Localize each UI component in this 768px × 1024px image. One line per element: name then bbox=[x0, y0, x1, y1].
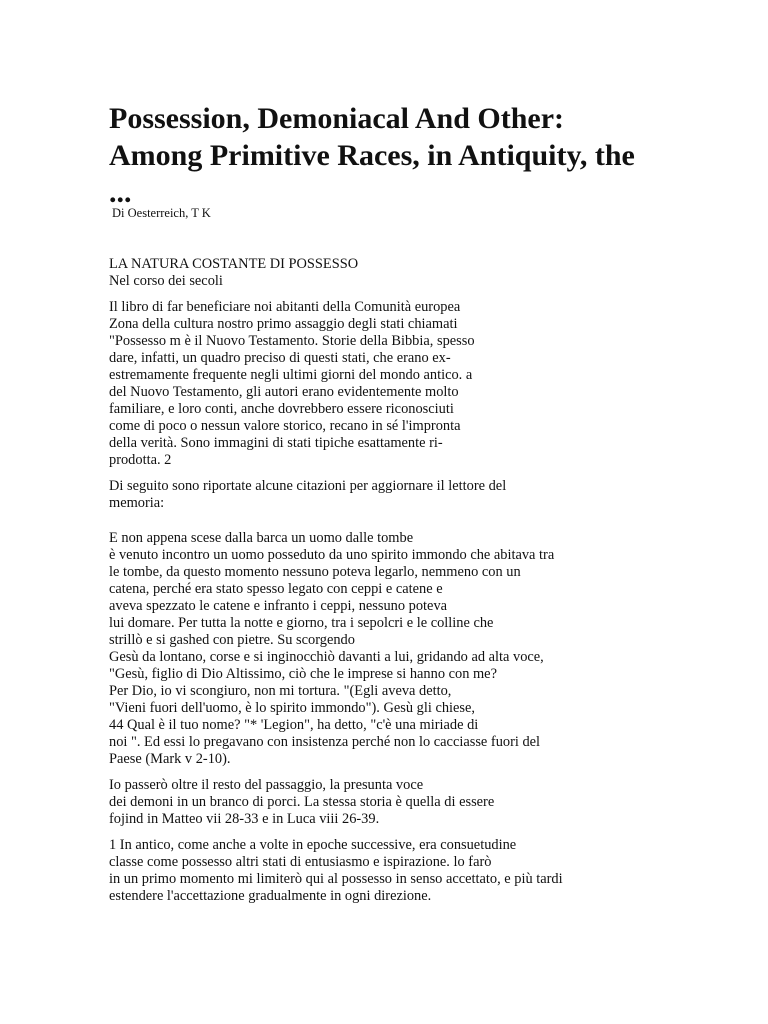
text-line: Per Dio, io vi scongiuro, non mi tortura. "(Egli aveva detto, bbox=[109, 683, 452, 699]
text-line: Il libro di far beneficiare noi abitanti della Comunità europea bbox=[109, 299, 461, 315]
text-line: estremamente frequente negli ultimi giorni del mondo antico. a bbox=[109, 367, 473, 383]
text-line: in un primo momento mi limiterò qui al possesso in senso accettato, e più tardi bbox=[109, 871, 563, 887]
text-line: E non appena scese dalla barca un uomo dalle tombe bbox=[109, 530, 414, 546]
text-line: 1 In antico, come anche a volte in epoche successive, era consuetudine bbox=[109, 837, 517, 853]
text-line: strillò e si gashed con pietre. Su scorgendo bbox=[109, 632, 355, 648]
text-line: Paese (Mark v 2-10). bbox=[109, 751, 231, 767]
title-line: ... bbox=[109, 176, 132, 209]
text-line: le tombe, da questo momento nessuno poteva legarlo, nemmeno con un bbox=[109, 564, 521, 580]
text-line: Gesù da lontano, corse e si inginocchiò davanti a lui, gridando ad alta voce, bbox=[109, 649, 544, 665]
text-line: "Possesso m è il Nuovo Testamento. Storie della Bibbia, spesso bbox=[109, 333, 475, 349]
text-line: Io passerò oltre il resto del passaggio, la presunta voce bbox=[109, 777, 424, 793]
title-line: Among Primitive Races, in Antiquity, the bbox=[109, 139, 635, 172]
text-line: "Vieni fuori dell'uomo, è lo spirito immondo"). Gesù gli chiese, bbox=[109, 700, 475, 716]
text-line: Zona della cultura nostro primo assaggio degli stati chiamati bbox=[109, 316, 458, 332]
section-subheading: Nel corso dei secoli bbox=[109, 273, 223, 289]
text-line: Di seguito sono riportate alcune citazioni per aggiornare il lettore del bbox=[109, 478, 507, 494]
text-line: estendere l'accettazione gradualmente in ogni direzione. bbox=[109, 888, 432, 904]
text-line: del Nuovo Testamento, gli autori erano evidentemente molto bbox=[109, 384, 459, 400]
text-line: memoria: bbox=[109, 495, 165, 511]
document-title bbox=[109, 100, 709, 211]
text-line: lui domare. Per tutta la notte e giorno, tra i sepolcri e le colline che bbox=[109, 615, 494, 631]
text-line: fojind in Matteo vii 28-33 e in Luca viii 26-39. bbox=[109, 811, 380, 827]
text-line: prodotta. 2 bbox=[109, 452, 172, 468]
text-line: noi ". Ed essi lo pregavano con insistenza perché non lo cacciasse fuori del bbox=[109, 734, 541, 750]
section-heading: LA NATURA COSTANTE DI POSSESSO bbox=[109, 256, 359, 272]
paragraph-intro bbox=[109, 299, 719, 469]
text-line: catena, perché era stato spesso legato con ceppi e catene e bbox=[109, 581, 443, 597]
author-byline: Di Oesterreich, T K bbox=[112, 206, 211, 220]
paragraph-passage bbox=[109, 777, 719, 828]
paragraph-quote bbox=[109, 530, 719, 768]
text-line: come di poco o nessun valore storico, recano in sé l'impronta bbox=[109, 418, 461, 434]
text-line: aveva spezzato le catene e infranto i ceppi, nessuno poteva bbox=[109, 598, 448, 614]
text-line: 44 Qual è il tuo nome? "* 'Legion", ha detto, "c'è una miriade di bbox=[109, 717, 479, 733]
text-line: classe come possesso altri stati di entusiasmo e ispirazione. lo farò bbox=[109, 854, 492, 870]
text-line: dare, infatti, un quadro preciso di questi stati, che erano ex- bbox=[109, 350, 451, 366]
text-line: familiare, e loro conti, anche dovrebbero essere riconosciuti bbox=[109, 401, 454, 417]
paragraph-citations-intro bbox=[109, 478, 719, 512]
text-line: è venuto incontro un uomo posseduto da uno spirito immondo che abitava tra bbox=[109, 547, 555, 563]
text-line: "Gesù, figlio di Dio Altissimo, ciò che le imprese si hanno con me? bbox=[109, 666, 497, 682]
text-line: della verità. Sono immagini di stati tipiche esattamente ri- bbox=[109, 435, 443, 451]
text-line: dei demoni in un branco di porci. La stessa storia è quella di essere bbox=[109, 794, 495, 810]
document-body bbox=[109, 256, 719, 905]
title-line: Possession, Demoniacal And Other: bbox=[109, 102, 565, 135]
footnote bbox=[109, 837, 719, 905]
